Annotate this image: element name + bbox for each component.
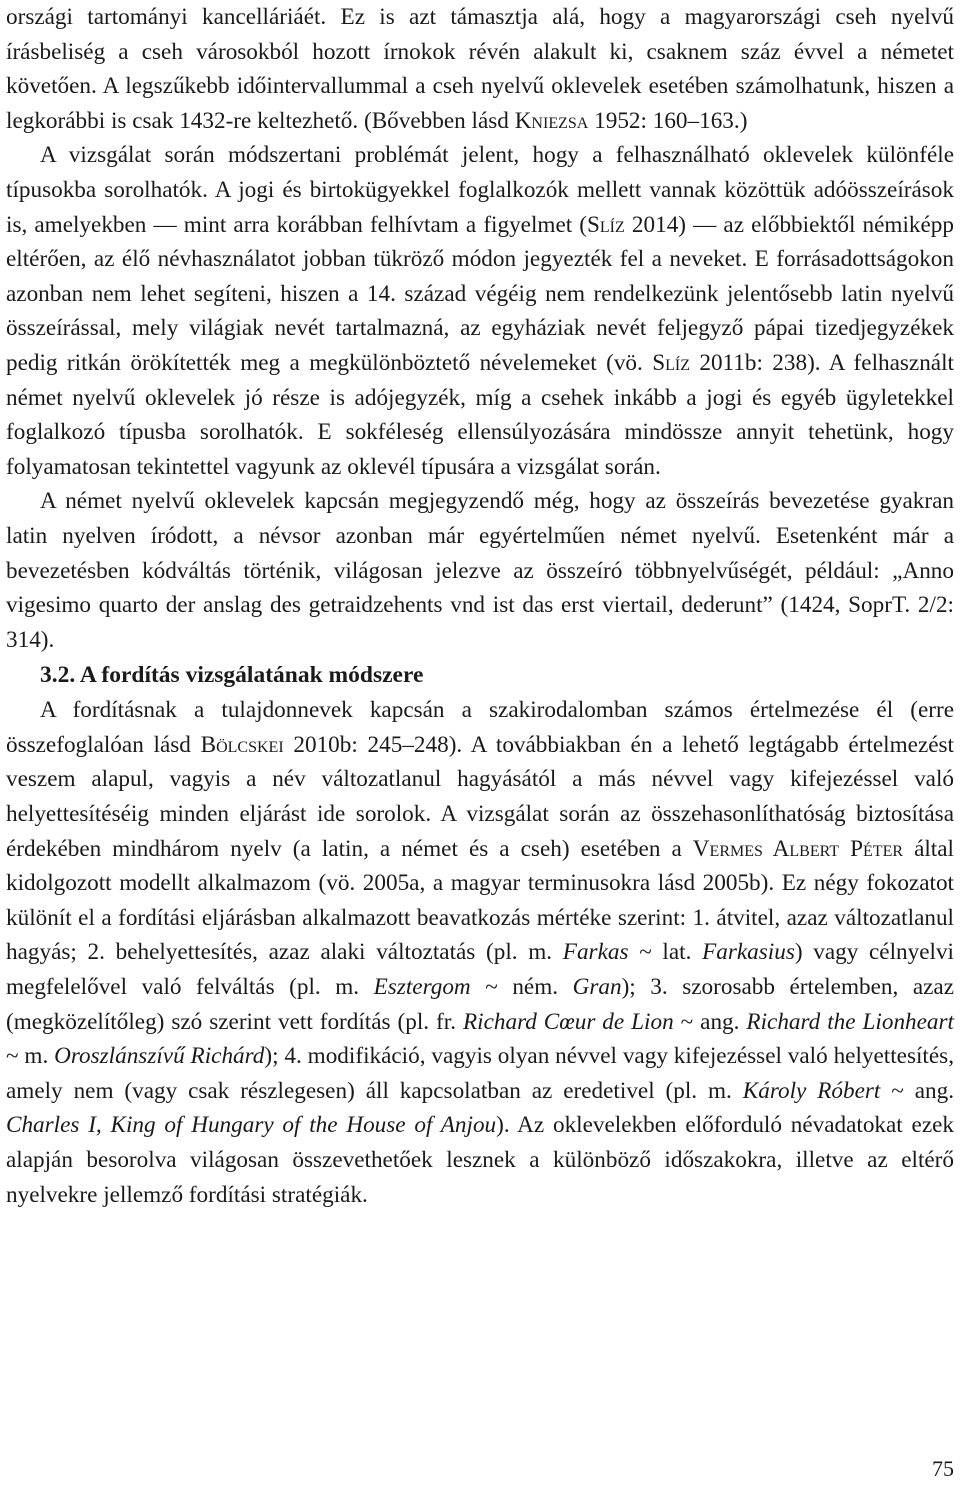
author-name: Vermes Albert Péter xyxy=(692,835,904,862)
text-run: ~ ang. xyxy=(673,1008,747,1035)
example-name: Farkasius xyxy=(702,939,795,966)
text-run: ) vagy célnyelvi megfelelővel való felváltás (pl. m. xyxy=(6,939,954,1001)
text-run: által kidolgozott modellt alkalmazom (vö. 2005a, a magyar terminusokra lásd 2005b). Ez négy fokozatot különít el a fordítási eljárásban alkalmazott beavatkozás mértéke szerint: 1. átvitel, azaz változatlanul hagyás; 2. behelyettesítés, azaz alaki változtatás (pl. m. xyxy=(6,835,954,966)
author-name: Kniezsa xyxy=(514,107,589,134)
body-text xyxy=(6,0,954,657)
author-name: Slíz xyxy=(652,349,690,376)
text-run: 1952: 160–163.) xyxy=(588,107,748,134)
text-run: ); 3. szorosabb értelemben, azaz (megközelítőleg) szó szerint vett fordítás (pl. fr. xyxy=(6,974,954,1035)
author-name: Bölcskei xyxy=(200,731,284,758)
example-name: Farkas xyxy=(562,939,629,966)
text-run: ~ ang. xyxy=(880,1077,954,1104)
text-run: A vizsgálat során módszertani problémát jelent, hogy a felhasználható oklevelek különféle típusokba sorolhatók. A jogi és birtokügyekkel foglalkozók mellett vannak közöttük adóösszeírások is, amelyekben — mint arra korábban felhívtam a figyelmet ( xyxy=(6,142,954,238)
author-name: Slíz xyxy=(587,211,625,238)
example-name: Esztergom xyxy=(373,974,471,1001)
text-run: ~ m. xyxy=(6,1043,55,1070)
section-heading: 3.2. A fordítás vizsgálatának módszere xyxy=(40,662,424,689)
example-name: Charles I, King of Hungary of the House of Anjou xyxy=(6,1112,497,1139)
paragraph xyxy=(6,138,954,484)
section-body-text xyxy=(6,693,954,1212)
text-run: országi tartományi kancelláriáét. Ez is azt támasztja alá, hogy a magyarországi cseh nyelvű írásbeliség a cseh városokból hozott írnokok révén alakult ki, csaknem száz évvel a németet követően. A legszűkebb időintervallummal a cseh nyelvű oklevelek esetében számolhatunk, hiszen a legkorábbi is csak 1432-re keltezhető. (Bővebben lásd xyxy=(6,4,954,134)
text-run: ); 4. modifikáció, vagyis olyan névvel vagy kifejezéssel való helyettesítés, amely nem (vagy csak részlegesen) áll kapcsolatban az eredetivel (pl. m. xyxy=(6,1043,954,1104)
text-run: 2010b: 245–248). A továbbiakban én a lehető legtágabb értelmezést veszem alapul, vagyis a név változatlanul hagyásától a más névvel vagy kifejezéssel való helyettesítéséig minden eljárást ide sorolok. A vizsgálat során az összehasonlíthatóság biztosítása érdekében mindhárom nyelv (a latin, a német és a cseh) esetében a xyxy=(6,731,954,862)
paragraph xyxy=(6,693,954,1212)
page-number: 75 xyxy=(932,1456,954,1481)
text-run: ~ ném. xyxy=(470,974,573,1001)
example-name: Richard the Lionheart xyxy=(746,1008,954,1035)
text-run: A német nyelvű oklevelek kapcsán megjegyzendő még, hogy az összeírás bevezetése gyakran latin nyelven íródott, a névsor azonban már egyértelműen német nyelvű. Esetenként már a bevezetésben kódváltás történik, világosan jelezve az összeíró többnyelvűségét, például: „Anno vigesimo quarto der anslag des getraidzehents vnd ist das erst viertail, dederunt” (1424, SoprT. 2/2: 314). xyxy=(6,488,954,653)
text-run: 2014) — az előbbiektől némiképp eltérően, az élő névhasználatot jobban tükröző módon jegyezték fel a neveket. E forrásadottságokon azonban nem lehet segíteni, hiszen a 14. század végéig nem rendelkezünk jelentősebb latin nyelvű összeírással, mely világiak nevét tartalmazná, az egyháziak nevét feljegyző pápai tizedjegyzékek pedig ritkán örökítették meg a megkülönböztető névelemeket (vö. xyxy=(6,211,954,376)
example-name: Richard Cœur de Lion xyxy=(462,1008,674,1035)
example-name: Gran xyxy=(572,974,622,1001)
paragraph xyxy=(6,0,954,138)
paragraph xyxy=(6,484,954,657)
document-page xyxy=(6,0,954,1212)
text-run: A fordításnak a tulajdonnevek kapcsán a szakirodalomban számos értelmezése él (erre összefoglalóan lásd xyxy=(6,697,954,758)
text-run: 2011b: 238). A felhasznált német nyelvű oklevelek jó része is adójegyzék, míg a csehek inkább a jogi és egyéb ügyletekkel foglalkozó típusba sorolhatók. E sokféleség ellensúlyozására mindössze annyit tehetünk, hogy folyamatosan tekintettel vagyunk az oklevél típusára a vizsgálat során. xyxy=(6,349,954,480)
text-run: ). Az oklevelekben előforduló névadatokat ezek alapján besorolva világosan összevethetőek lesznek a különböző időszakokra, illetve az eltérő nyelvekre jellemző fordítási stratégiák. xyxy=(6,1112,954,1208)
text-run: ~ lat. xyxy=(628,939,703,966)
example-name: Oroszlánszívű Richárd xyxy=(54,1043,265,1070)
example-name: Károly Róbert xyxy=(742,1077,881,1104)
